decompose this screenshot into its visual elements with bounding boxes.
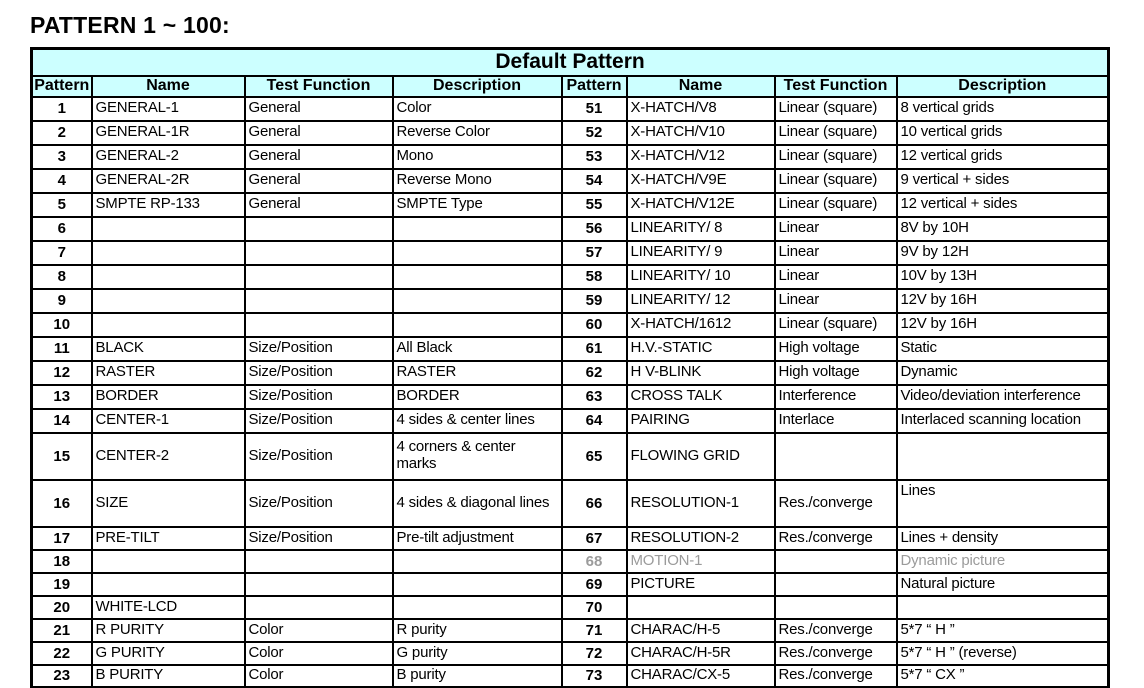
pattern-number-cell: 23 [32,665,92,688]
test-function-cell: Linear [775,265,897,289]
pattern-name-cell: R PURITY [92,619,245,642]
pattern-name-cell: X-HATCH/V12 [627,145,775,169]
test-function-cell: Res./converge [775,480,897,527]
pattern-name-cell: CHARAC/CX-5 [627,665,775,688]
test-function-cell: Size/Position [245,480,393,527]
pattern-name-cell: X-HATCH/V10 [627,121,775,145]
test-function-cell: Size/Position [245,527,393,550]
pattern-number-cell: 52 [562,121,627,145]
test-function-cell: Linear (square) [775,121,897,145]
table-row [32,642,1109,665]
pattern-number-cell: 69 [562,573,627,596]
pattern-number-cell: 12 [32,361,92,385]
table-row [32,480,1109,527]
pattern-number-cell: 9 [32,289,92,313]
test-function-cell [775,596,897,619]
pattern-number-cell: 3 [32,145,92,169]
description-cell: Mono [393,145,562,169]
table-row [32,665,1109,688]
pattern-number-cell: 17 [32,527,92,550]
test-function-cell: Linear (square) [775,313,897,337]
pattern-name-cell: SMPTE RP-133 [92,193,245,217]
test-function-cell: Size/Position [245,385,393,409]
test-function-cell [245,596,393,619]
pattern-name-cell: X-HATCH/V8 [627,97,775,121]
pattern-number-cell: 63 [562,385,627,409]
pattern-number-cell: 7 [32,241,92,265]
table-row [32,573,1109,596]
table-title: Default Pattern [32,49,1109,76]
pattern-name-cell: MOTION-1 [627,550,775,573]
description-cell: 5*7 “ CX ” [897,665,1109,688]
pattern-number-cell: 10 [32,313,92,337]
description-cell: Interlaced scanning location [897,409,1109,433]
test-function-cell: Linear (square) [775,193,897,217]
test-function-cell [245,550,393,573]
test-function-cell: Interference [775,385,897,409]
pattern-number-cell: 72 [562,642,627,665]
pattern-name-cell [627,596,775,619]
test-function-cell: Linear (square) [775,97,897,121]
test-function-cell: Color [245,665,393,688]
pattern-name-cell: X-HATCH/1612 [627,313,775,337]
pattern-name-cell: BORDER [92,385,245,409]
test-function-cell: Size/Position [245,409,393,433]
pattern-name-cell [92,265,245,289]
description-cell [393,217,562,241]
description-cell: 5*7 “ H ” (reverse) [897,642,1109,665]
description-cell [393,313,562,337]
table-row [32,313,1109,337]
pattern-number-cell: 55 [562,193,627,217]
description-cell [393,241,562,265]
description-cell: Lines [897,480,1109,527]
pattern-number-cell: 64 [562,409,627,433]
table-row [32,169,1109,193]
pattern-name-cell: BLACK [92,337,245,361]
test-function-cell: Res./converge [775,665,897,688]
pattern-name-cell [92,550,245,573]
description-cell: Static [897,337,1109,361]
pattern-name-cell: PRE-TILT [92,527,245,550]
test-function-cell [245,241,393,265]
test-function-cell: Interlace [775,409,897,433]
description-cell [897,596,1109,619]
test-function-cell: Color [245,642,393,665]
description-cell [393,596,562,619]
description-cell: Color [393,97,562,121]
pattern-number-cell: 15 [32,433,92,480]
pattern-number-cell: 11 [32,337,92,361]
pattern-number-cell: 2 [32,121,92,145]
description-cell: 4 corners & center marks [393,433,562,480]
pattern-name-cell: G PURITY [92,642,245,665]
description-cell: 12 vertical grids [897,145,1109,169]
pattern-name-cell: CROSS TALK [627,385,775,409]
column-header-left-name: Name [92,76,245,97]
pattern-name-cell: RESOLUTION-2 [627,527,775,550]
pattern-name-cell: CENTER-2 [92,433,245,480]
description-cell: BORDER [393,385,562,409]
test-function-cell: Linear (square) [775,169,897,193]
pattern-number-cell: 70 [562,596,627,619]
pattern-number-cell: 8 [32,265,92,289]
table-row [32,619,1109,642]
test-function-cell: Linear [775,289,897,313]
table-row [32,409,1109,433]
test-function-cell: Size/Position [245,433,393,480]
test-function-cell [245,289,393,313]
pattern-name-cell: H.V.-STATIC [627,337,775,361]
test-function-cell: Size/Position [245,337,393,361]
table-row [32,145,1109,169]
pattern-number-cell: 68 [562,550,627,573]
pattern-number-cell: 6 [32,217,92,241]
table-row [32,550,1109,573]
pattern-name-cell: LINEARITY/ 10 [627,265,775,289]
pattern-name-cell: CENTER-1 [92,409,245,433]
pattern-name-cell: RESOLUTION-1 [627,480,775,527]
table-row [32,121,1109,145]
description-cell: 12V by 16H [897,289,1109,313]
pattern-number-cell: 53 [562,145,627,169]
table-row [32,265,1109,289]
pattern-number-cell: 66 [562,480,627,527]
pattern-name-cell: PICTURE [627,573,775,596]
table-row [32,241,1109,265]
description-cell: All Black [393,337,562,361]
test-function-cell: Linear (square) [775,145,897,169]
table-row [32,527,1109,550]
pattern-name-cell: CHARAC/H-5R [627,642,775,665]
pattern-name-cell [92,241,245,265]
description-cell [393,550,562,573]
table-row [32,385,1109,409]
pattern-name-cell: X-HATCH/V12E [627,193,775,217]
description-cell [393,573,562,596]
pattern-name-cell: LINEARITY/ 8 [627,217,775,241]
table-row [32,217,1109,241]
test-function-cell: High voltage [775,361,897,385]
pattern-number-cell: 71 [562,619,627,642]
pattern-number-cell: 1 [32,97,92,121]
pattern-name-cell: GENERAL-1 [92,97,245,121]
test-function-cell: Res./converge [775,642,897,665]
column-header-row [32,76,1109,97]
pattern-name-cell: FLOWING GRID [627,433,775,480]
description-cell: 12 vertical + sides [897,193,1109,217]
test-function-cell: Res./converge [775,619,897,642]
pattern-name-cell: RASTER [92,361,245,385]
pattern-name-cell: GENERAL-2R [92,169,245,193]
test-function-cell: Size/Position [245,361,393,385]
description-cell: Natural picture [897,573,1109,596]
pattern-name-cell [92,289,245,313]
pattern-name-cell: LINEARITY/ 12 [627,289,775,313]
pattern-name-cell: PAIRING [627,409,775,433]
description-cell: B purity [393,665,562,688]
description-cell: 9 vertical + sides [897,169,1109,193]
description-cell [393,265,562,289]
pattern-number-cell: 61 [562,337,627,361]
pattern-number-cell: 51 [562,97,627,121]
test-function-cell: Color [245,619,393,642]
test-function-cell [245,217,393,241]
pattern-number-cell: 73 [562,665,627,688]
description-cell [393,289,562,313]
pattern-number-cell: 4 [32,169,92,193]
description-cell: 12V by 16H [897,313,1109,337]
table-row [32,337,1109,361]
pattern-number-cell: 54 [562,169,627,193]
pattern-number-cell: 57 [562,241,627,265]
description-cell: Video/deviation interference [897,385,1109,409]
description-cell: Lines + density [897,527,1109,550]
column-header-left-pattern: Pattern [32,76,92,97]
description-cell: 10V by 13H [897,265,1109,289]
pattern-number-cell: 5 [32,193,92,217]
description-cell: 9V by 12H [897,241,1109,265]
pattern-name-cell: SIZE [92,480,245,527]
pattern-name-cell: GENERAL-1R [92,121,245,145]
test-function-cell: High voltage [775,337,897,361]
test-function-cell: General [245,169,393,193]
pattern-number-cell: 65 [562,433,627,480]
column-header-right-pattern: Pattern [562,76,627,97]
description-cell: G purity [393,642,562,665]
table-row [32,596,1109,619]
description-cell: 8V by 10H [897,217,1109,241]
pattern-name-cell [92,217,245,241]
description-cell: Dynamic picture [897,550,1109,573]
test-function-cell: General [245,121,393,145]
description-cell: 4 sides & diagonal lines [393,480,562,527]
test-function-cell [245,265,393,289]
pattern-name-cell: CHARAC/H-5 [627,619,775,642]
description-cell: RASTER [393,361,562,385]
test-function-cell: General [245,97,393,121]
description-cell: 4 sides & center lines [393,409,562,433]
test-function-cell [775,573,897,596]
pattern-number-cell: 60 [562,313,627,337]
table-title-row [32,49,1109,76]
pattern-number-cell: 56 [562,217,627,241]
column-header-left-test-function: Test Function [245,76,393,97]
column-header-right-description: Description [897,76,1109,97]
pattern-name-cell: B PURITY [92,665,245,688]
table-row [32,433,1109,480]
test-function-cell [775,550,897,573]
default-pattern-table [30,47,1110,688]
table-row [32,289,1109,313]
description-cell: Reverse Color [393,121,562,145]
table-row [32,97,1109,121]
page-title: PATTERN 1 ~ 100: [30,12,230,38]
description-cell: 10 vertical grids [897,121,1109,145]
pattern-number-cell: 20 [32,596,92,619]
test-function-cell [245,313,393,337]
description-cell: SMPTE Type [393,193,562,217]
test-function-cell: General [245,145,393,169]
pattern-number-cell: 19 [32,573,92,596]
column-header-right-test-function: Test Function [775,76,897,97]
description-cell: Dynamic [897,361,1109,385]
description-cell [897,433,1109,480]
pattern-name-cell: H V-BLINK [627,361,775,385]
column-header-left-description: Description [393,76,562,97]
test-function-cell: General [245,193,393,217]
column-header-right-name: Name [627,76,775,97]
description-cell: R purity [393,619,562,642]
description-cell: Pre-tilt adjustment [393,527,562,550]
pattern-name-cell [92,573,245,596]
pattern-number-cell: 59 [562,289,627,313]
test-function-cell [245,573,393,596]
pattern-number-cell: 21 [32,619,92,642]
test-function-cell: Linear [775,241,897,265]
pattern-number-cell: 14 [32,409,92,433]
pattern-number-cell: 58 [562,265,627,289]
pattern-number-cell: 18 [32,550,92,573]
description-cell: Reverse Mono [393,169,562,193]
pattern-number-cell: 67 [562,527,627,550]
pattern-number-cell: 16 [32,480,92,527]
pattern-name-cell: LINEARITY/ 9 [627,241,775,265]
pattern-name-cell: X-HATCH/V9E [627,169,775,193]
pattern-number-cell: 22 [32,642,92,665]
table-row [32,193,1109,217]
test-function-cell: Linear [775,217,897,241]
test-function-cell [775,433,897,480]
pattern-number-cell: 13 [32,385,92,409]
description-cell: 5*7 “ H ” [897,619,1109,642]
pattern-name-cell: GENERAL-2 [92,145,245,169]
pattern-name-cell [92,313,245,337]
pattern-name-cell: WHITE-LCD [92,596,245,619]
manual-page [0,12,1144,688]
table-row [32,361,1109,385]
pattern-number-cell: 62 [562,361,627,385]
description-cell: 8 vertical grids [897,97,1109,121]
test-function-cell: Res./converge [775,527,897,550]
